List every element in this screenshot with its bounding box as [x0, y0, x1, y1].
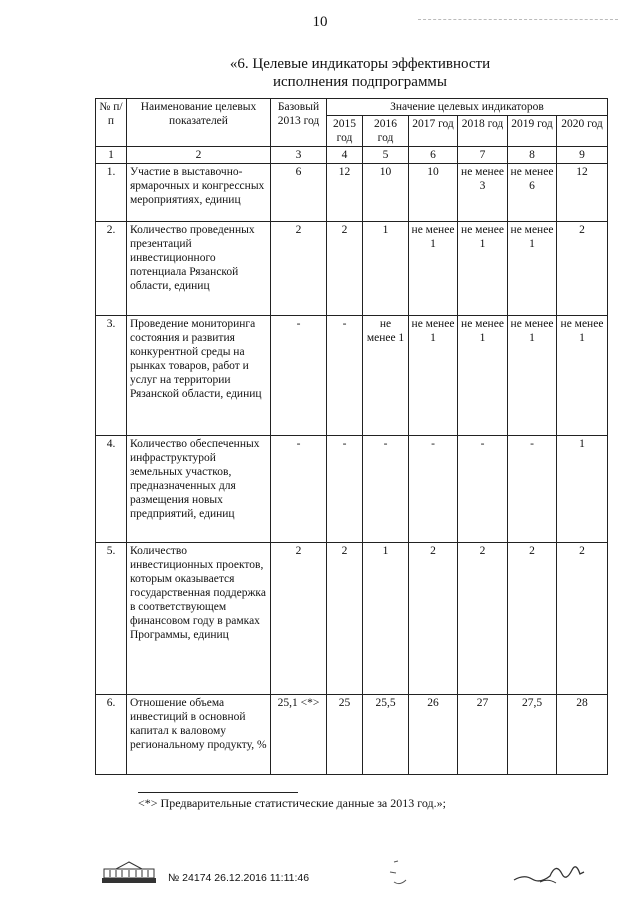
row-value: 25: [327, 695, 363, 775]
row-value: -: [327, 436, 363, 543]
column-number: 2: [127, 147, 271, 164]
row-value: 27: [458, 695, 508, 775]
footnote: <*> Предварительные статистические данные за 2013 год.»;: [138, 796, 446, 810]
row-indicator-name: Количество инвестиционных проектов, которым оказывается государственная поддержка в соответствующем финансовом году в рамках Программы, единиц: [127, 543, 271, 695]
row-value: не менее 1: [409, 316, 458, 436]
row-value: 1: [363, 543, 409, 695]
table-row: [96, 164, 608, 222]
row-base-value: 2: [271, 543, 327, 695]
page-number: 10: [312, 14, 328, 30]
header-year: 2016 год: [363, 116, 409, 147]
row-value: 12: [557, 164, 608, 222]
table-row: [96, 695, 608, 775]
table-row: [96, 543, 608, 695]
table-row: [96, 222, 608, 316]
row-value: 2: [458, 543, 508, 695]
registration-info: № 24174 26.12.2016 11:11:46: [168, 872, 310, 884]
header-num: № п/п: [96, 99, 127, 147]
row-indicator-name: Проведение мониторинга состояния и развития конкурентной среды на рынках товаров, работ и услуг на территории Рязанской области, единиц: [127, 316, 271, 436]
row-num: 4.: [96, 436, 127, 543]
row-base-value: -: [271, 436, 327, 543]
scan-mark: [386, 858, 416, 888]
title-line-2: исполнения подпрограммы: [272, 74, 448, 90]
header-year: 2017 год: [409, 116, 458, 147]
column-number: 6: [409, 147, 458, 164]
row-value: 27,5: [508, 695, 557, 775]
row-value: 25,5: [363, 695, 409, 775]
row-value: 2: [508, 543, 557, 695]
row-indicator-name: Отношение объема инвестиций в основной капитал к валовому региональному продукту, %: [127, 695, 271, 775]
row-value: не менее 1: [508, 222, 557, 316]
column-number: 5: [363, 147, 409, 164]
title-line-1: «6. Целевые индикаторы эффективности: [229, 56, 491, 72]
row-value: не менее 1: [557, 316, 608, 436]
section-title: [160, 55, 560, 91]
row-num: 2.: [96, 222, 127, 316]
row-indicator-name: Количество обеспеченных инфраструктурой земельных участков, предназначенных для размещения новых предприятий, единиц: [127, 436, 271, 543]
table-row: [96, 316, 608, 436]
row-base-value: 6: [271, 164, 327, 222]
header-scan-mark: [418, 19, 618, 22]
row-value: не менее 1: [508, 316, 557, 436]
row-num: 3.: [96, 316, 127, 436]
header-year: 2020 год: [557, 116, 608, 147]
row-value: -: [327, 316, 363, 436]
row-value: -: [458, 436, 508, 543]
header-year: 2019 год: [508, 116, 557, 147]
row-value: 10: [409, 164, 458, 222]
header-year: 2018 год: [458, 116, 508, 147]
row-value: -: [363, 436, 409, 543]
column-number: 8: [508, 147, 557, 164]
row-value: не менее 3: [458, 164, 508, 222]
row-value: не менее 6: [508, 164, 557, 222]
row-value: 2: [557, 222, 608, 316]
row-num: 5.: [96, 543, 127, 695]
header-name: Наименование целевых показателей: [127, 99, 271, 147]
row-base-value: -: [271, 316, 327, 436]
row-value: не менее 1: [458, 316, 508, 436]
row-value: 26: [409, 695, 458, 775]
building-stamp-icon: [100, 861, 158, 885]
row-value: -: [508, 436, 557, 543]
row-value: 2: [327, 222, 363, 316]
row-indicator-name: Количество проведенных презентаций инвестиционного потенциала Рязанской области, единиц: [127, 222, 271, 316]
row-num: 6.: [96, 695, 127, 775]
header-base: Базовый 2013 год: [271, 99, 327, 147]
row-value: 2: [409, 543, 458, 695]
row-base-value: 2: [271, 222, 327, 316]
row-base-value: 25,1 <*>: [271, 695, 327, 775]
row-value: не менее 1: [363, 316, 409, 436]
row-value: 2: [327, 543, 363, 695]
column-number: 3: [271, 147, 327, 164]
signature-mark: [510, 852, 590, 890]
row-value: -: [409, 436, 458, 543]
row-value: 1: [557, 436, 608, 543]
row-value: 1: [363, 222, 409, 316]
column-number: 7: [458, 147, 508, 164]
column-number: 4: [327, 147, 363, 164]
column-number: 9: [557, 147, 608, 164]
row-value: не менее 1: [458, 222, 508, 316]
row-value: 12: [327, 164, 363, 222]
footnote-separator: [138, 792, 298, 793]
row-value: не менее 1: [409, 222, 458, 316]
column-number: 1: [96, 147, 127, 164]
table-row: [96, 436, 608, 543]
row-value: 10: [363, 164, 409, 222]
row-indicator-name: Участие в выставочно-ярмарочных и конгрессных мероприятиях, единиц: [127, 164, 271, 222]
row-num: 1.: [96, 164, 127, 222]
header-values-group: Значение целевых индикаторов: [327, 99, 608, 116]
indicators-table: [95, 98, 608, 775]
row-value: 28: [557, 695, 608, 775]
header-year: 2015 год: [327, 116, 363, 147]
row-value: 2: [557, 543, 608, 695]
